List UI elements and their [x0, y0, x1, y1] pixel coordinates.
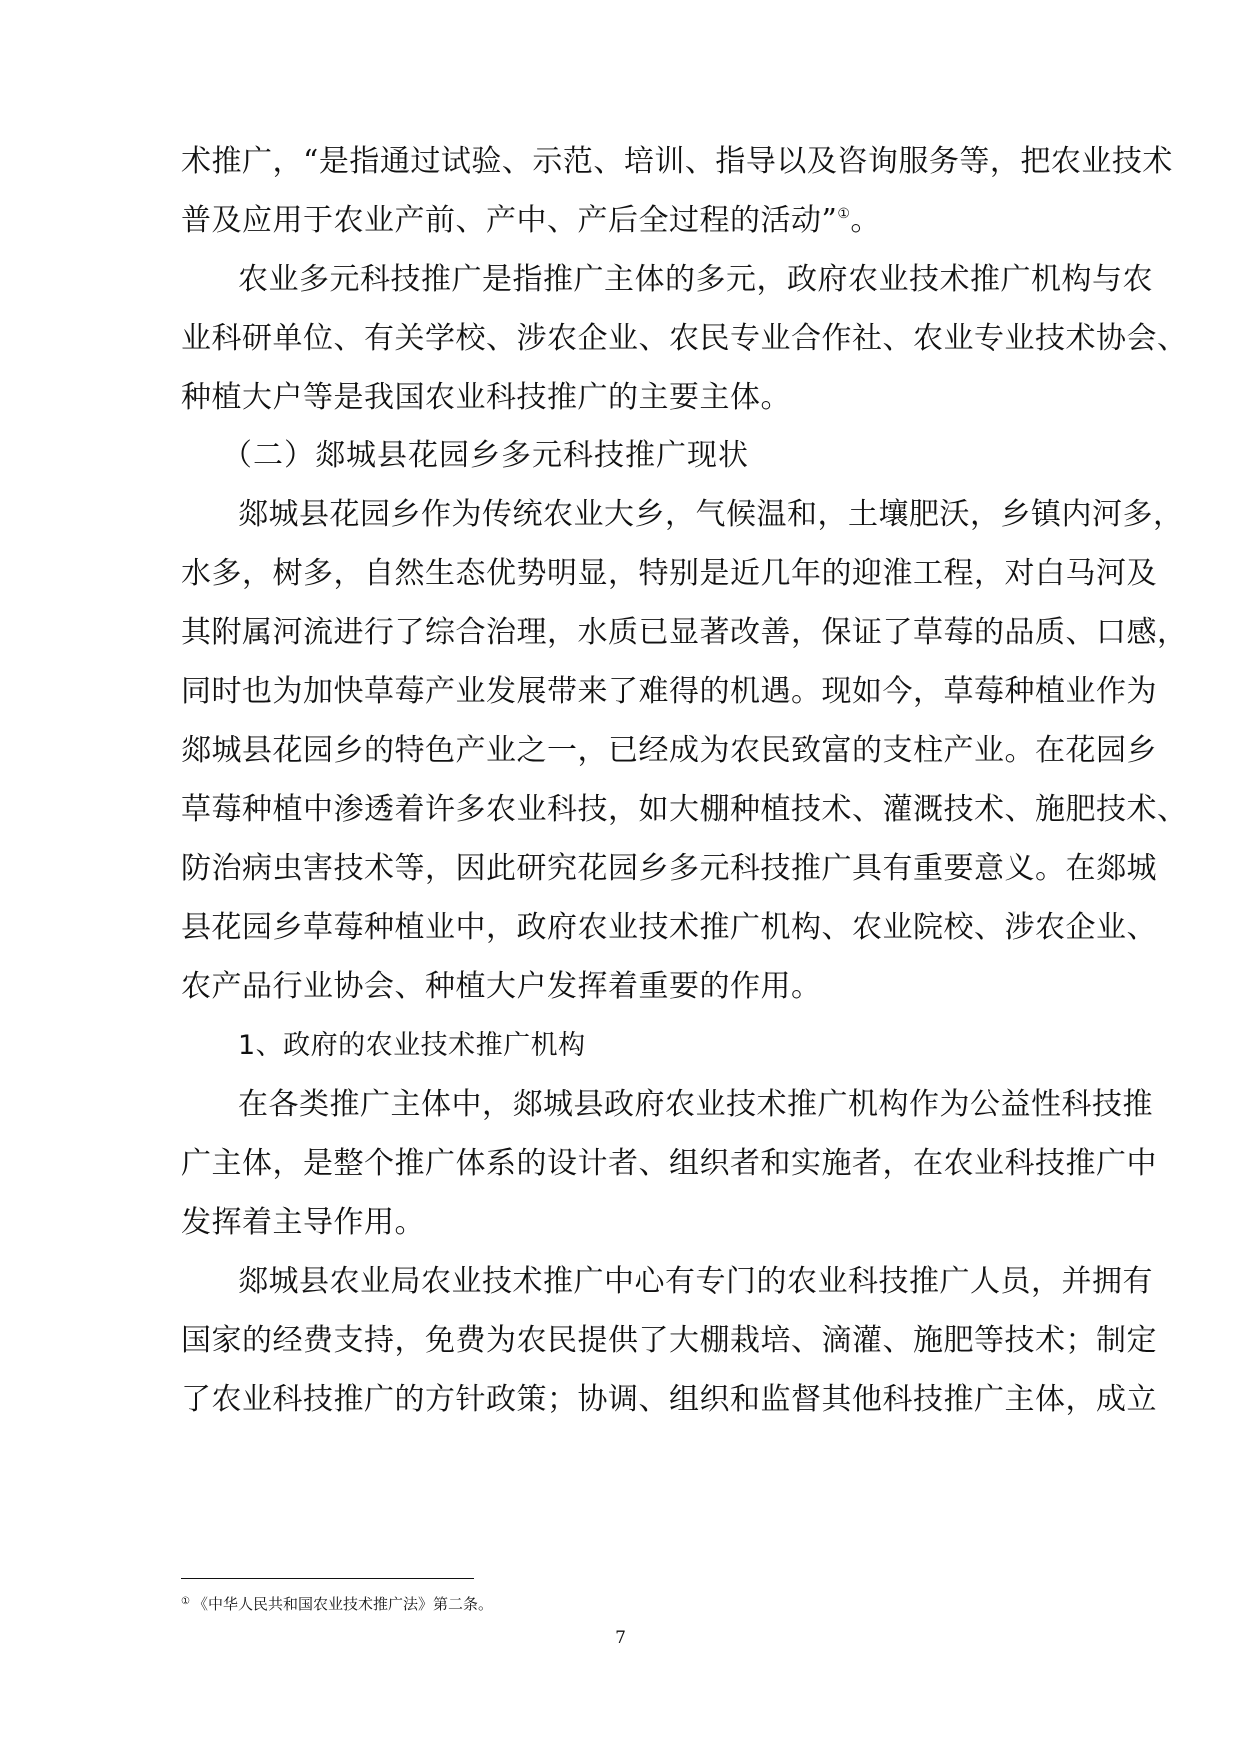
paragraph-line: 农产品行业协会、种植大户发挥着重要的作用。	[181, 969, 822, 1004]
paragraph-line: 水多，树多，自然生态优势明显，特别是近几年的迎淮工程，对白马河及	[181, 556, 1157, 591]
paragraph-line: 郯城县农业局农业技术推广中心有专门的农业科技推广人员，并拥有	[238, 1264, 1153, 1299]
footnote-marker: ①	[181, 1596, 190, 1607]
paragraph-line: 其附属河流进行了综合治理，水质已显著改善，保证了草莓的品质、口感，	[181, 615, 1188, 650]
page-number: 7	[615, 1628, 626, 1648]
subsection-heading: 1、政府的农业技术推广机构	[238, 1030, 586, 1061]
paragraph-line: 郯城县花园乡的特色产业之一，已经成为农民致富的支柱产业。在花园乡	[181, 733, 1157, 768]
footnote-reference[interactable]: ①	[837, 206, 851, 222]
paragraph-line: 同时也为加快草莓产业发展带来了难得的机遇。现如今，草莓种植业作为	[181, 674, 1157, 709]
paragraph-text: 普及应用于农业产前、产中、产后全过程的活动”	[181, 203, 838, 238]
paragraph-line: 广主体，是整个推广体系的设计者、组织者和实施者，在农业科技推广中	[181, 1146, 1157, 1181]
paragraph-line: 国家的经费支持，免费为农民提供了大棚栽培、滴灌、施肥等技术；制定	[181, 1323, 1157, 1358]
paragraph-line: 业科研单位、有关学校、涉农企业、农民专业合作社、农业专业技术协会、	[181, 321, 1188, 356]
section-heading: （二）郯城县花园乡多元科技推广现状	[222, 438, 749, 473]
paragraph-line: 在各类推广主体中，郯城县政府农业技术推广机构作为公益性科技推	[238, 1087, 1153, 1122]
paragraph-line	[181, 201, 881, 246]
footnote	[181, 1593, 493, 1618]
paragraph-line: 了农业科技推广的方针政策；协调、组织和监督其他科技推广主体，成立	[181, 1382, 1157, 1417]
paragraph-line: 种植大户等是我国农业科技推广的主要主体。	[181, 380, 791, 415]
paragraph-line: 草莓种植中渗透着许多农业科技，如大棚种植技术、灌溉技术、施肥技术、	[181, 792, 1188, 827]
paragraph-line: 县花园乡草莓种植业中，政府农业技术推广机构、农业院校、涉农企业、	[181, 910, 1157, 945]
footnote-text: 《中华人民共和国农业技术推广法》第二条。	[192, 1595, 493, 1613]
paragraph-line: 农业多元科技推广是指推广主体的多元，政府农业技术推广机构与农	[238, 262, 1153, 297]
footnote-separator	[181, 1578, 474, 1579]
paragraph-line: 郯城县花园乡作为传统农业大乡，气候温和，土壤肥沃，乡镇内河多，	[238, 497, 1184, 532]
paragraph-line: 防治病虫害技术等，因此研究花园乡多元科技推广具有重要意义。在郯城	[181, 851, 1157, 886]
paragraph-text: 。	[850, 203, 881, 238]
paragraph-line: 术推广，“是指通过试验、示范、培训、指导以及咨询服务等，把农业技术	[181, 144, 1173, 179]
paragraph-line: 发挥着主导作用。	[181, 1205, 425, 1240]
